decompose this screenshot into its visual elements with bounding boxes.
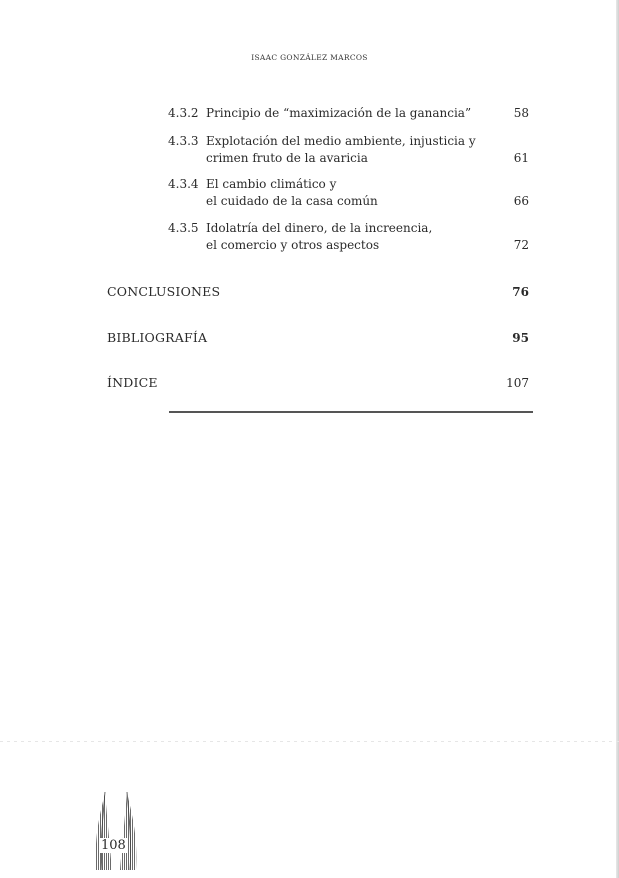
toc-section-conclusiones: CONCLUSIONES — [107, 284, 221, 299]
page-number: 108 — [101, 838, 126, 853]
scan-speckle — [0, 741, 619, 742]
toc-page-ref: 58 — [513, 106, 529, 120]
toc-entry-number: 4.3.4 — [168, 177, 199, 191]
toc-entry-title: El cambio climático y el cuidado de la casa común — [206, 177, 378, 208]
toc-page-ref: 95 — [512, 331, 529, 345]
toc-page-ref: 66 — [513, 194, 529, 208]
toc-entry-title: Idolatría del dinero, de la increencia, el comercio y otros aspectos — [206, 221, 433, 252]
folio-ornament-icon — [92, 792, 140, 870]
toc-page-ref: 107 — [506, 376, 529, 390]
toc-entry-number: 4.3.3 — [168, 134, 199, 148]
end-rule — [169, 411, 533, 413]
toc-page-ref: 61 — [513, 151, 529, 165]
toc-entry-number: 4.3.2 — [168, 106, 199, 120]
toc-section-indice: ÍNDICE — [107, 375, 158, 390]
running-head: ISAAC GONZÁLEZ MARCOS — [251, 53, 368, 62]
toc-page-ref: 72 — [513, 238, 529, 252]
toc-entry-title: Principio de “maximización de la ganancia” — [206, 106, 472, 120]
toc-page-ref: 76 — [512, 285, 529, 299]
toc-entry-title: Explotación del medio ambiente, injusticia y crimen fruto de la avaricia — [206, 134, 476, 165]
toc-section-bibliografia: BIBLIOGRAFÍA — [107, 330, 208, 345]
toc-entry-number: 4.3.5 — [168, 221, 199, 235]
